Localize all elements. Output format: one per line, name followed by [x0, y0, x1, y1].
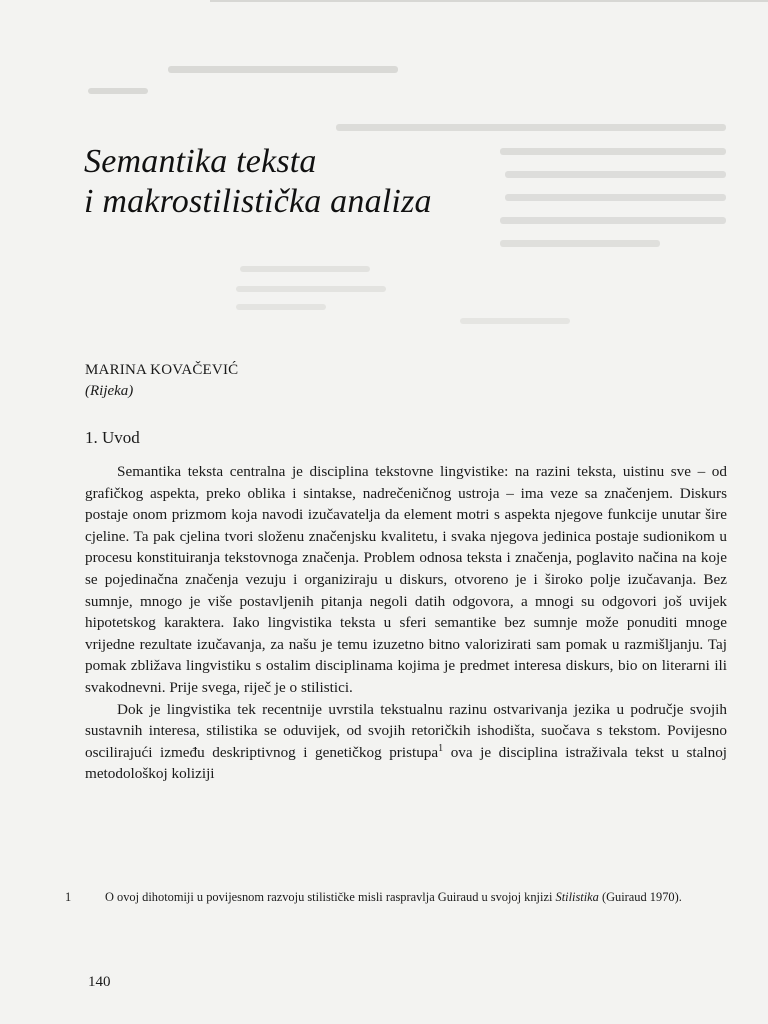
author-name: MARINA KOVAČEVIĆ	[85, 362, 239, 378]
paragraph-1: Semantika teksta centralna je disciplina tekstovne lingvistike: na razini teksta, uistinu sve – od grafičkog aspekta, preko oblika i sintakse, nadrečeničnog ustroja – ima veze sa značenjem. Diskurs postaje onom prizmom koja navodi izučavatelja da element motri s aspekta njegove funkcije unutar šire cjeline. Ta pak cjelina tvori složenu značenjsku kvalitetu, i svaka njegova jedinica postaje sudionikom u procesu konstituiranja tekstovnoga značenja. Problem odnosa teksta i značenja, poglavito načina na koje se pojedinačna značenja vezuju i organiziraju u diskurs, otvoreno je i široko polje izučavanja. Bez sumnje, mnogo je više postavljenih pitanja negoli datih odgovora, a mnogi su odgovori još uvijek hipotetskog karaktera. Iako lingvistika teksta u sferi semantike bez sumnje može ponuditi mnoge vrijedne rezultate izučavanja, za našu je temu izuzetno bitno valorizirati sam pomak u razmišljanju. Taj pomak zbližava lingvistiku s ostalim disciplinama kojima je predmet interesa diskurs, bio on literarni ili svakodnevni. Prije svega, riječ je o stilistici.	[85, 463, 727, 696]
page-edge-rule	[210, 0, 768, 2]
article-title-line-1: Semantika teksta	[84, 143, 317, 180]
author-affiliation: (Rijeka)	[85, 383, 134, 399]
footnote	[65, 888, 727, 906]
article-title	[84, 142, 432, 222]
footnote-body	[65, 888, 727, 906]
article-title-line-2: i makrostilistička analiza	[84, 183, 432, 220]
author-block	[85, 360, 238, 402]
paragraph-2	[85, 699, 727, 785]
footnote-number: 1	[65, 890, 72, 904]
footnote-text-b: (Guiraud 1970).	[598, 890, 682, 904]
paragraph-2-text-b: ova je disciplina istraživala tekst u stalnoj metodološkoj koliziji	[85, 743, 728, 783]
footnote-book-title: Stilistika	[555, 890, 599, 904]
footnote-reference: 1	[438, 742, 444, 754]
paragraph-2-text-a: Dok je lingvistika tek recentnije uvrstila tekstualnu razinu ostvarivanja jezika u područje svojih sustavnih interesa, stilistika se oduvijek, od svojih retoričkih ishodišta, suočava s tekstom. Povijesno oscilirajući između deskriptivnog i genetičkog pristupa	[85, 700, 727, 761]
footnote-text-a: O ovoj dihotomiji u povijesnom razvoju stilističke misli raspravlja Guiraud u svojoj knjizi	[105, 890, 556, 904]
page-number: 140	[88, 974, 111, 990]
body-text	[85, 461, 727, 785]
section-heading: 1. Uvod	[85, 428, 140, 447]
